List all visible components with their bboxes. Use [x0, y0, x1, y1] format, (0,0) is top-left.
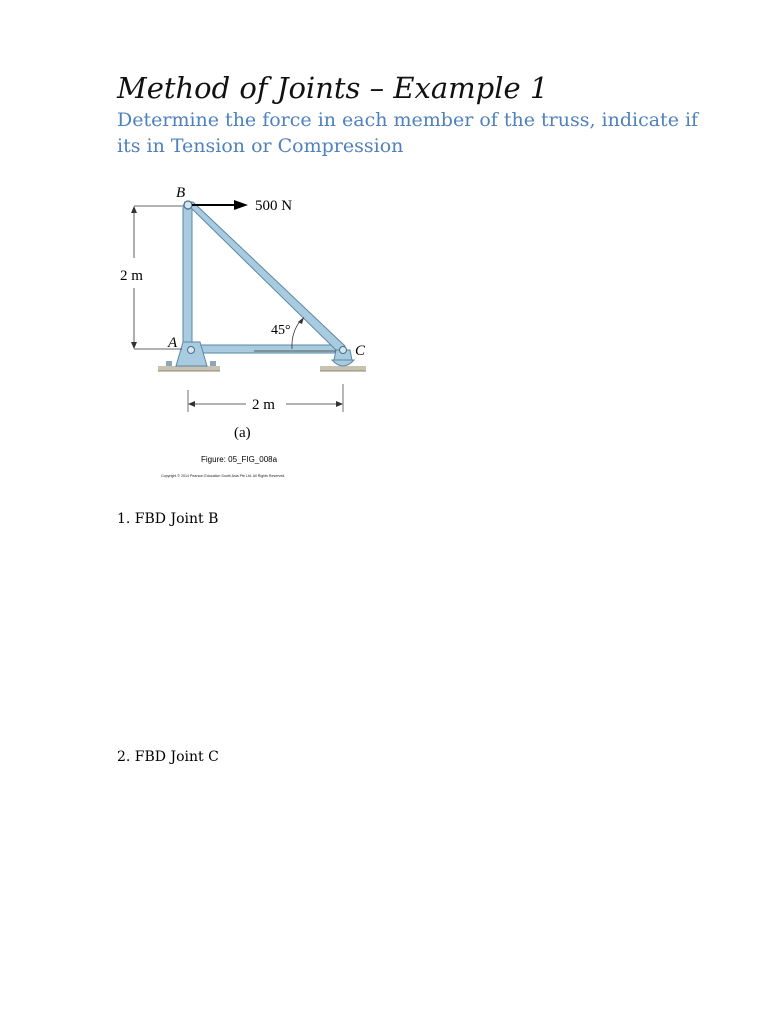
figure-caption: Figure: 05_FIG_008a — [201, 455, 278, 464]
angle-label: 45° — [271, 323, 291, 338]
joint-label-c: C — [355, 343, 366, 359]
member-ab — [183, 205, 192, 352]
page-title: Method of Joints – Example 1 — [117, 71, 549, 105]
ground-c — [320, 366, 366, 371]
figure-copyright: Copyright © 2014 Pearson Education South Asia Pte Ltd. All Rights Reserved. — [161, 474, 286, 478]
ground-a — [158, 366, 220, 371]
step-fbd-joint-b: 1. FBD Joint B — [117, 511, 219, 527]
truss-figure — [114, 180, 370, 482]
joint-label-a: A — [168, 335, 178, 351]
member-ac — [186, 345, 342, 353]
pin-b — [184, 201, 192, 209]
height-label: 2 m — [120, 268, 143, 284]
truss-diagram — [114, 180, 370, 482]
load-label: 500 N — [255, 198, 293, 214]
step-fbd-joint-c: 2. FBD Joint C — [117, 749, 219, 765]
span-label: 2 m — [252, 397, 275, 413]
part-label: (a) — [234, 425, 251, 441]
joint-label-b: B — [176, 185, 186, 201]
problem-statement: Determine the force in each member of the truss, indicate if its in Tension or Compression — [117, 109, 699, 157]
